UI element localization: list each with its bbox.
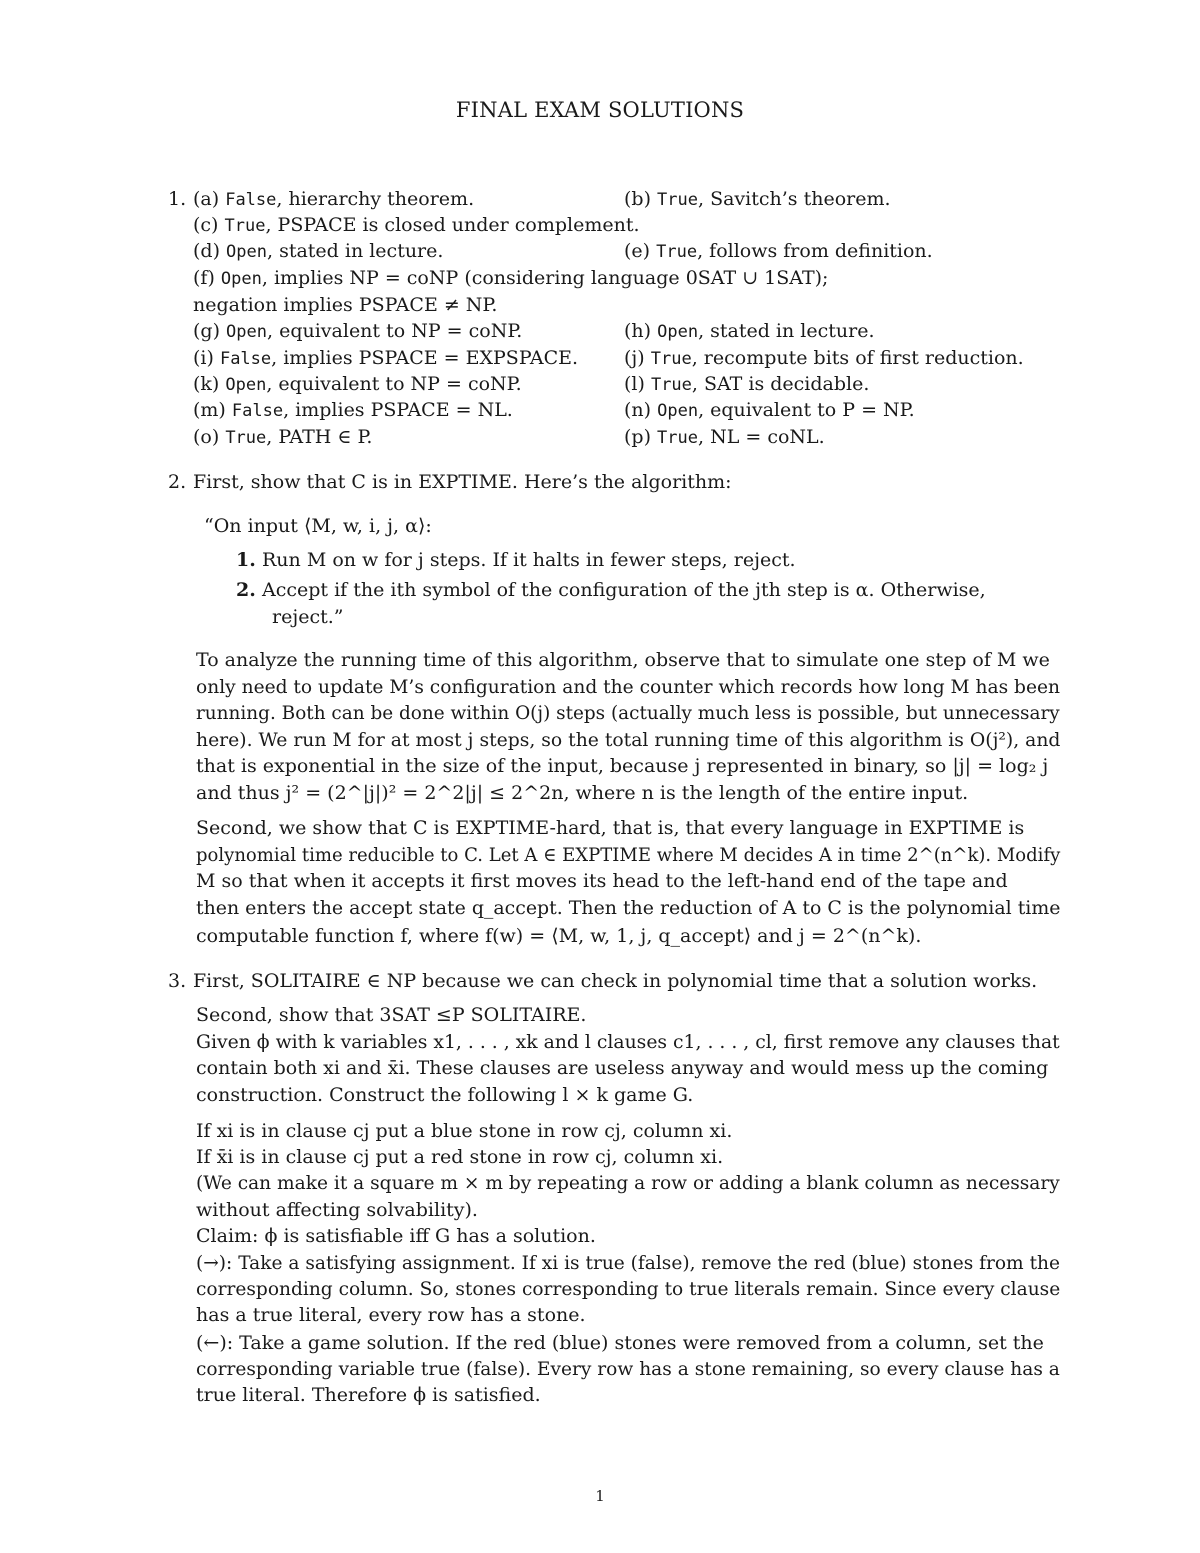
algorithm-step-1: 1. Run M on w for j steps. If it halts in fewer steps, reject. [236,549,796,571]
item-a: (a) False, hierarchy theorem. [193,188,475,210]
question-number: 2. [168,471,187,493]
item-b: (b) True, Savitch’s theorem. [624,188,891,210]
item-d: (d) Open, stated in lecture. [193,240,444,262]
algorithm-header: “On input ⟨M, w, i, j, α⟩: [204,515,432,537]
page-title: FINAL EXAM SOLUTIONS [455,98,745,122]
item-e: (e) True, follows from definition. [624,240,933,262]
item-i: (i) False, implies PSPACE = EXPSPACE. [193,347,579,369]
question-number: 1. [168,188,187,210]
q2-intro: First, show that C is in EXPTIME. Here’s the algorithm: [193,471,732,493]
item-k: (k) Open, equivalent to NP = coNP. [193,373,522,395]
q3-line-1: First, SOLITAIRE ∈ NP because we can check in polynomial time that a solution works. [193,970,1038,992]
algorithm-step-2-continued: reject.” [272,606,344,628]
item-f: (f) Open, implies NP = coNP (considering language 0SAT ∪ 1SAT); [193,267,829,289]
question-number: 3. [168,970,187,992]
algorithm-step-2: 2. Accept if the ith symbol of the configuration of the jth step is α. Otherwise, [236,579,986,601]
item-j: (j) True, recompute bits of first reduction. [624,347,1024,369]
page-number: 1 [595,1487,605,1505]
item-c: (c) True, PSPACE is closed under complement. [193,214,640,236]
item-l: (l) True, SAT is decidable. [624,373,870,395]
item-o: (o) True, PATH ∈ P. [193,426,373,448]
item-g: (g) Open, equivalent to NP = coNP. [193,320,523,342]
item-p: (p) True, NL = coNL. [624,426,825,448]
item-f-continued: negation implies PSPACE ≠ NP. [193,294,498,316]
item-m: (m) False, implies PSPACE = NL. [193,399,513,421]
item-h: (h) Open, stated in lecture. [624,320,875,342]
item-n: (n) Open, equivalent to P = NP. [624,399,915,421]
q3-line-2: Second, show that 3SAT ≤P SOLITAIRE. [196,1004,587,1026]
